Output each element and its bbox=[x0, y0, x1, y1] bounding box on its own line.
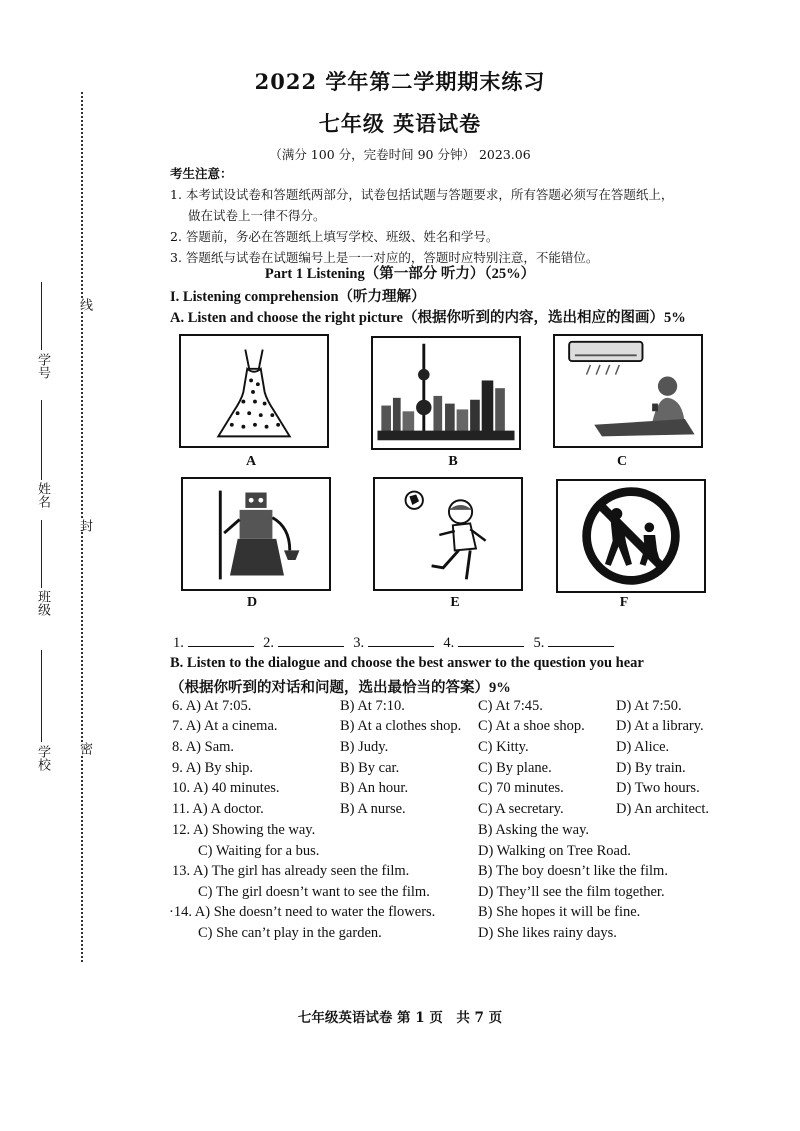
option-a: 13. A) The girl has already seen the film. bbox=[172, 863, 410, 879]
option-b: B) At 7:10. bbox=[340, 698, 405, 714]
notice-item: 3. 答题纸与试卷在试题编号上是一一对应的，答题时应特别注意，不能错位。 bbox=[170, 250, 599, 265]
option-d: D) By train. bbox=[616, 760, 686, 776]
exam-title: 2022 学年第二学期期末练习 bbox=[254, 69, 546, 94]
question-row bbox=[172, 925, 772, 945]
notice-heading: 考生注意： bbox=[170, 166, 233, 181]
notice-item: 1. 本考试设试卷和答题纸两部分，试卷包括试题与答题要求，所有答题必须写在答题纸上， bbox=[170, 187, 674, 202]
school-blank bbox=[41, 650, 42, 742]
name-label: 姓名 bbox=[35, 482, 50, 508]
exam-info: （满分 100 分，完卷时间 90 分钟） 2023.06 bbox=[269, 147, 531, 162]
option-b: B) The boy doesn’t like the film. bbox=[478, 863, 668, 879]
page-footer: 七年级英语试卷 第 1 页 共 7 页 bbox=[297, 1010, 503, 1026]
option-c: C) Waiting for a bus. bbox=[198, 843, 320, 859]
margin-mark-line: 线 bbox=[77, 298, 92, 311]
picture-e-label: E bbox=[450, 595, 460, 610]
option-b: B) An hour. bbox=[340, 780, 409, 796]
blank-number: 4. bbox=[443, 635, 455, 651]
school-label: 学校 bbox=[35, 745, 50, 771]
section-i-heading: I. Listening comprehension（听力理解） bbox=[170, 289, 426, 305]
boy-kicking-ball-icon bbox=[375, 479, 521, 589]
option-a: 10. A) 40 minutes. bbox=[172, 780, 280, 796]
option-c: C) The girl doesn’t want to see the film. bbox=[198, 884, 430, 900]
option-b: B) Asking the way. bbox=[478, 822, 590, 838]
question-row bbox=[172, 780, 772, 800]
option-a: ·14. A) She doesn’t need to water the flowers. bbox=[169, 904, 436, 920]
picture-b bbox=[371, 336, 521, 450]
option-b: B) She hopes it will be fine. bbox=[478, 904, 641, 920]
picture-b-label: B bbox=[448, 454, 458, 469]
option-b: B) Judy. bbox=[340, 739, 389, 755]
picture-d bbox=[181, 477, 331, 591]
margin-mark-seal: 封 bbox=[77, 519, 92, 532]
no-walking-sign-icon bbox=[558, 481, 704, 591]
picture-f bbox=[556, 479, 706, 593]
option-c: C) At 7:45. bbox=[478, 698, 543, 714]
option-d: D) She likes rainy days. bbox=[478, 925, 617, 941]
question-row bbox=[172, 863, 772, 883]
question-row bbox=[172, 760, 772, 780]
name-blank bbox=[41, 400, 42, 480]
question-row bbox=[172, 801, 772, 821]
city-skyline-icon bbox=[373, 338, 519, 448]
blank-number: 3. bbox=[353, 635, 365, 651]
picture-a-label: A bbox=[245, 454, 257, 469]
option-b: B) By car. bbox=[340, 760, 400, 776]
option-c: C) She can’t play in the garden. bbox=[198, 925, 382, 941]
section-b-heading-cn: （根据你听到的对话和问题，选出最恰当的答案）9% bbox=[170, 680, 511, 696]
part1-title: Part 1 Listening（第一部分 听力）（25%） bbox=[264, 266, 536, 282]
class-blank bbox=[41, 520, 42, 588]
picture-e bbox=[373, 477, 523, 591]
picture-f-label: F bbox=[619, 595, 629, 610]
notice-item: 2. 答题前，务必在答题纸上填写学校、班级、姓名和学号。 bbox=[170, 229, 499, 244]
class-label: 班级 bbox=[35, 590, 50, 616]
question-row bbox=[172, 718, 772, 738]
blank-number: 1. bbox=[173, 635, 184, 651]
question-row bbox=[172, 884, 772, 904]
blank-number: 5. bbox=[533, 635, 545, 651]
picture-a bbox=[179, 334, 329, 448]
picture-c-label: C bbox=[616, 454, 628, 469]
option-a: 11. A) A doctor. bbox=[172, 801, 264, 817]
option-b: B) A nurse. bbox=[340, 801, 406, 817]
option-d: D) An architect. bbox=[616, 801, 710, 817]
notice-item: 做在试卷上一律不得分。 bbox=[188, 208, 326, 223]
option-c: C) At a shoe shop. bbox=[478, 718, 585, 734]
option-d: D) At 7:50. bbox=[616, 698, 682, 714]
option-a: 9. A) By ship. bbox=[172, 760, 253, 776]
question-row bbox=[172, 822, 772, 842]
option-c: C) Kitty. bbox=[478, 739, 529, 755]
option-b: B) At a clothes shop. bbox=[340, 718, 462, 734]
blank-number: 2. bbox=[263, 635, 274, 651]
option-c: C) A secretary. bbox=[478, 801, 564, 817]
picture-d-label: D bbox=[246, 595, 258, 610]
option-c: C) 70 minutes. bbox=[478, 780, 564, 796]
student-id-blank bbox=[41, 282, 42, 350]
exam-subtitle: 七年级 英语试卷 bbox=[318, 111, 482, 136]
section-b-heading: B. Listen to the dialogue and choose the best answer to the question you hear bbox=[170, 655, 644, 671]
option-d: D) They’ll see the film together. bbox=[478, 884, 665, 900]
answer-blank-line[interactable] bbox=[278, 632, 344, 647]
dress-icon bbox=[181, 336, 327, 446]
option-d: D) At a library. bbox=[616, 718, 704, 734]
answer-blanks bbox=[173, 632, 620, 652]
answer-blank-line[interactable] bbox=[458, 632, 524, 647]
option-a: 6. A) At 7:05. bbox=[172, 698, 252, 714]
question-row bbox=[172, 698, 772, 718]
option-d: D) Walking on Tree Road. bbox=[478, 843, 631, 859]
option-d: D) Two hours. bbox=[616, 780, 700, 796]
option-c: C) By plane. bbox=[478, 760, 552, 776]
option-a: 7. A) At a cinema. bbox=[172, 718, 278, 734]
option-d: D) Alice. bbox=[616, 739, 670, 755]
question-row bbox=[172, 843, 772, 863]
robot-sweeping-icon bbox=[183, 479, 329, 589]
option-a: 8. A) Sam. bbox=[172, 739, 235, 755]
option-a: 12. A) Showing the way. bbox=[172, 822, 316, 838]
air-conditioner-boy-icon bbox=[555, 336, 701, 446]
margin-mark-secret: 密 bbox=[77, 742, 92, 755]
notice-block bbox=[170, 163, 800, 268]
picture-c bbox=[553, 334, 703, 448]
answer-blank-line[interactable] bbox=[548, 632, 614, 647]
student-id-label: 学号 bbox=[35, 353, 50, 379]
answer-blank-line[interactable] bbox=[368, 632, 434, 647]
section-a-heading: A. Listen and choose the right picture（根据你听到的内容，选出相应的图画）5% bbox=[170, 310, 686, 326]
answer-blank-line[interactable] bbox=[188, 632, 254, 647]
question-row bbox=[169, 904, 772, 924]
question-row bbox=[172, 739, 772, 759]
